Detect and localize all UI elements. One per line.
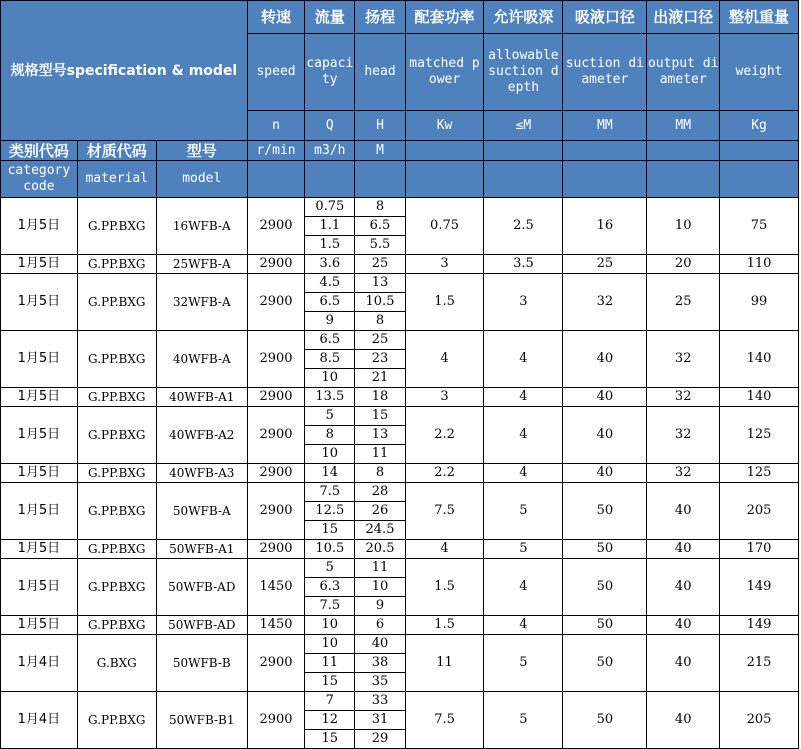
power-cell: 0.75	[405, 198, 484, 255]
suction-depth-cell: 4	[484, 331, 563, 388]
speed-cell: 2900	[247, 407, 304, 464]
header-blank	[647, 161, 720, 198]
output-diameter-header-en: output diameter	[647, 34, 720, 111]
power-cell: 7.5	[405, 692, 484, 749]
header-blank	[563, 141, 647, 161]
output-diameter-cell: 25	[647, 274, 720, 331]
capacity-unit: m3/h	[305, 141, 355, 161]
suction-depth-cell: 5	[484, 540, 563, 559]
output-diameter-cell: 32	[647, 464, 720, 483]
speed-cell: 2900	[247, 483, 304, 540]
power-cell: 1.5	[405, 559, 484, 616]
head-cell: 38	[355, 654, 405, 673]
head-cell: 35	[355, 673, 405, 692]
capacity-cell: 7	[305, 692, 355, 711]
capacity-header-en: capacity	[305, 34, 355, 111]
suction-diameter-header-en: suction diameter	[563, 34, 647, 111]
capacity-cell: 7.5	[305, 483, 355, 502]
weight-cell: 205	[720, 483, 799, 540]
output-diameter-cell: 40	[647, 540, 720, 559]
suction-depth-cell: 5	[484, 635, 563, 692]
table-row	[1, 331, 799, 350]
speed-symbol: n	[247, 111, 304, 141]
head-cell: 33	[355, 692, 405, 711]
capacity-cell: 0.75	[305, 198, 355, 217]
head-header-en: head	[355, 34, 405, 111]
capacity-cell: 14	[305, 464, 355, 483]
header-blank	[647, 141, 720, 161]
suction-depth-cell: 3	[484, 274, 563, 331]
capacity-cell: 10	[305, 369, 355, 388]
capacity-cell: 13.5	[305, 388, 355, 407]
power-cell: 7.5	[405, 483, 484, 540]
power-cell: 2.2	[405, 407, 484, 464]
head-cell: 8	[355, 464, 405, 483]
model-cell: 50WFB-A1	[156, 540, 247, 559]
suction-diameter-cell: 50	[563, 635, 647, 692]
suction-diameter-cell: 40	[563, 388, 647, 407]
table-row	[1, 464, 799, 483]
category-code-header-en: category code	[1, 161, 78, 198]
material-code-cell: G.PP.BXG	[77, 388, 156, 407]
power-cell: 3	[405, 388, 484, 407]
output-diameter-cell: 40	[647, 635, 720, 692]
output-diameter-cell: 32	[647, 388, 720, 407]
head-cell: 5.5	[355, 236, 405, 255]
output-diameter-cell: 32	[647, 407, 720, 464]
head-cell: 8	[355, 312, 405, 331]
suction-depth-cell: 4	[484, 407, 563, 464]
material-code-cell: G.BXG	[77, 635, 156, 692]
weight-cell: 99	[720, 274, 799, 331]
category-code-cell: 1月5日	[1, 331, 78, 388]
capacity-cell: 1.1	[305, 217, 355, 236]
model-cell: 40WFB-A	[156, 331, 247, 388]
model-cell: 32WFB-A	[156, 274, 247, 331]
weight-header-cn: 整机重量	[720, 1, 799, 34]
material-code-header-cn: 材质代码	[77, 141, 156, 161]
model-cell: 50WFB-AD	[156, 559, 247, 616]
weight-cell: 170	[720, 540, 799, 559]
capacity-cell: 4.5	[305, 274, 355, 293]
table-row	[1, 616, 799, 635]
suction-diameter-cell: 50	[563, 692, 647, 749]
capacity-cell: 5	[305, 559, 355, 578]
material-code-header-en: material	[77, 161, 156, 198]
header-blank	[405, 161, 484, 198]
header-blank	[720, 161, 799, 198]
spec-table-body	[1, 198, 799, 749]
capacity-cell: 10.5	[305, 540, 355, 559]
material-code-cell: G.PP.BXG	[77, 407, 156, 464]
suction-diameter-cell: 16	[563, 198, 647, 255]
suction-depth-cell: 5	[484, 483, 563, 540]
header-blank	[247, 161, 304, 198]
speed-header-en: speed	[247, 34, 304, 111]
weight-cell: 140	[720, 388, 799, 407]
material-code-cell: G.PP.BXG	[77, 274, 156, 331]
capacity-cell: 10	[305, 445, 355, 464]
head-cell: 23	[355, 350, 405, 369]
category-code-cell: 1月4日	[1, 635, 78, 692]
model-cell: 50WFB-A	[156, 483, 247, 540]
weight-cell: 110	[720, 255, 799, 274]
suction-depth-cell: 4	[484, 464, 563, 483]
power-unit: Kw	[405, 111, 484, 141]
suction-depth-cell: 2.5	[484, 198, 563, 255]
weight-cell: 75	[720, 198, 799, 255]
head-cell: 8	[355, 198, 405, 217]
output-diameter-unit: MM	[647, 111, 720, 141]
category-code-cell: 1月5日	[1, 540, 78, 559]
speed-unit: r/min	[247, 141, 304, 161]
speed-cell: 2900	[247, 198, 304, 255]
table-row	[1, 483, 799, 502]
weight-cell: 125	[720, 407, 799, 464]
output-diameter-cell: 40	[647, 692, 720, 749]
table-row	[1, 407, 799, 426]
head-cell: 15	[355, 407, 405, 426]
weight-cell: 125	[720, 464, 799, 483]
power-cell: 4	[405, 331, 484, 388]
head-cell: 31	[355, 711, 405, 730]
speed-cell: 2900	[247, 464, 304, 483]
power-cell: 1.5	[405, 274, 484, 331]
output-diameter-header-cn: 出液口径	[647, 1, 720, 34]
speed-cell: 2900	[247, 255, 304, 274]
suction-diameter-cell: 50	[563, 616, 647, 635]
power-cell: 11	[405, 635, 484, 692]
head-cell: 13	[355, 274, 405, 293]
header-blank	[484, 141, 563, 161]
category-code-cell: 1月4日	[1, 692, 78, 749]
suction-depth-cell: 4	[484, 388, 563, 407]
material-code-cell: G.PP.BXG	[77, 616, 156, 635]
table-row	[1, 559, 799, 578]
category-code-cell: 1月5日	[1, 388, 78, 407]
capacity-cell: 15	[305, 673, 355, 692]
model-cell: 50WFB-AD	[156, 616, 247, 635]
weight-cell: 149	[720, 559, 799, 616]
capacity-cell: 6.3	[305, 578, 355, 597]
weight-cell: 140	[720, 331, 799, 388]
material-code-cell: G.PP.BXG	[77, 331, 156, 388]
material-code-cell: G.PP.BXG	[77, 198, 156, 255]
power-header-en: matched power	[405, 34, 484, 111]
header-blank	[484, 161, 563, 198]
table-row	[1, 255, 799, 274]
head-cell: 13	[355, 426, 405, 445]
category-code-cell: 1月5日	[1, 616, 78, 635]
head-cell: 11	[355, 559, 405, 578]
suction-diameter-cell: 50	[563, 540, 647, 559]
head-cell: 21	[355, 369, 405, 388]
head-cell: 9	[355, 597, 405, 616]
material-code-cell: G.PP.BXG	[77, 559, 156, 616]
model-header-en: model	[156, 161, 247, 198]
model-cell: 50WFB-B1	[156, 692, 247, 749]
suction-diameter-cell: 50	[563, 559, 647, 616]
speed-cell: 2900	[247, 635, 304, 692]
output-diameter-cell: 40	[647, 616, 720, 635]
table-row	[1, 274, 799, 293]
capacity-cell: 3.6	[305, 255, 355, 274]
capacity-cell: 1.5	[305, 236, 355, 255]
weight-cell: 205	[720, 692, 799, 749]
head-cell: 10	[355, 578, 405, 597]
output-diameter-cell: 20	[647, 255, 720, 274]
head-cell: 40	[355, 635, 405, 654]
material-code-cell: G.PP.BXG	[77, 483, 156, 540]
suction-diameter-cell: 40	[563, 464, 647, 483]
head-cell: 25	[355, 331, 405, 350]
header-blank	[563, 161, 647, 198]
suction-diameter-cell: 25	[563, 255, 647, 274]
suction-depth-unit: ≤M	[484, 111, 563, 141]
model-cell: 40WFB-A1	[156, 388, 247, 407]
output-diameter-cell: 32	[647, 331, 720, 388]
output-diameter-cell: 10	[647, 198, 720, 255]
speed-cell: 2900	[247, 274, 304, 331]
capacity-cell: 8.5	[305, 350, 355, 369]
head-cell: 10.5	[355, 293, 405, 312]
suction-depth-cell: 4	[484, 559, 563, 616]
speed-cell: 2900	[247, 540, 304, 559]
speed-cell: 2900	[247, 692, 304, 749]
category-code-cell: 1月5日	[1, 559, 78, 616]
head-cell: 6.5	[355, 217, 405, 236]
capacity-cell: 11	[305, 654, 355, 673]
table-row	[1, 692, 799, 711]
model-cell: 40WFB-A2	[156, 407, 247, 464]
suction-diameter-unit: MM	[563, 111, 647, 141]
power-header-cn: 配套功率	[405, 1, 484, 34]
capacity-cell: 10	[305, 635, 355, 654]
capacity-cell: 9	[305, 312, 355, 331]
weight-cell: 215	[720, 635, 799, 692]
category-code-header-cn: 类别代码	[1, 141, 78, 161]
table-row	[1, 388, 799, 407]
power-cell: 1.5	[405, 616, 484, 635]
head-symbol: H	[355, 111, 405, 141]
power-cell: 4	[405, 540, 484, 559]
head-cell: 26	[355, 502, 405, 521]
suction-diameter-cell: 40	[563, 407, 647, 464]
table-row	[1, 198, 799, 217]
head-unit: M	[355, 141, 405, 161]
capacity-cell: 5	[305, 407, 355, 426]
head-cell: 11	[355, 445, 405, 464]
header-blank	[355, 161, 405, 198]
suction-diameter-cell: 40	[563, 331, 647, 388]
weight-unit: Kg	[720, 111, 799, 141]
category-code-cell: 1月5日	[1, 483, 78, 540]
capacity-cell: 12	[305, 711, 355, 730]
capacity-cell: 8	[305, 426, 355, 445]
category-code-cell: 1月5日	[1, 274, 78, 331]
suction-depth-cell: 4	[484, 616, 563, 635]
model-cell: 16WFB-A	[156, 198, 247, 255]
material-code-cell: G.PP.BXG	[77, 255, 156, 274]
capacity-cell: 6.5	[305, 331, 355, 350]
suction-depth-header-cn: 允许吸深	[484, 1, 563, 34]
output-diameter-cell: 40	[647, 483, 720, 540]
model-header-cn: 型号	[156, 141, 247, 161]
capacity-cell: 15	[305, 730, 355, 749]
model-cell: 40WFB-A3	[156, 464, 247, 483]
table-row	[1, 635, 799, 654]
category-code-cell: 1月5日	[1, 255, 78, 274]
header-blank	[405, 141, 484, 161]
suction-depth-cell: 5	[484, 692, 563, 749]
capacity-cell: 10	[305, 616, 355, 635]
speed-header-cn: 转速	[247, 1, 304, 34]
capacity-cell: 12.5	[305, 502, 355, 521]
head-cell: 25	[355, 255, 405, 274]
head-header-cn: 扬程	[355, 1, 405, 34]
head-cell: 29	[355, 730, 405, 749]
speed-cell: 2900	[247, 331, 304, 388]
model-cell: 50WFB-B	[156, 635, 247, 692]
material-code-cell: G.PP.BXG	[77, 692, 156, 749]
suction-diameter-cell: 50	[563, 483, 647, 540]
speed-cell: 1450	[247, 616, 304, 635]
capacity-cell: 15	[305, 521, 355, 540]
head-cell: 20.5	[355, 540, 405, 559]
header-blank	[305, 161, 355, 198]
material-code-cell: G.PP.BXG	[77, 540, 156, 559]
suction-diameter-header-cn: 吸液口径	[563, 1, 647, 34]
capacity-cell: 7.5	[305, 597, 355, 616]
head-cell: 24.5	[355, 521, 405, 540]
suction-depth-cell: 3.5	[484, 255, 563, 274]
category-code-cell: 1月5日	[1, 464, 78, 483]
category-code-cell: 1月5日	[1, 407, 78, 464]
capacity-symbol: Q	[305, 111, 355, 141]
head-cell: 28	[355, 483, 405, 502]
output-diameter-cell: 40	[647, 559, 720, 616]
head-cell: 6	[355, 616, 405, 635]
capacity-header-cn: 流量	[305, 1, 355, 34]
power-cell: 2.2	[405, 464, 484, 483]
material-code-cell: G.PP.BXG	[77, 464, 156, 483]
power-cell: 3	[405, 255, 484, 274]
capacity-cell: 6.5	[305, 293, 355, 312]
category-code-cell: 1月5日	[1, 198, 78, 255]
model-cell: 25WFB-A	[156, 255, 247, 274]
table-row	[1, 540, 799, 559]
speed-cell: 2900	[247, 388, 304, 407]
weight-cell: 149	[720, 616, 799, 635]
header-blank	[720, 141, 799, 161]
spec-model-header: 规格型号specification & model	[1, 1, 248, 141]
suction-depth-header-en: allowable suction depth	[484, 34, 563, 111]
weight-header-en: weight	[720, 34, 799, 111]
suction-diameter-cell: 32	[563, 274, 647, 331]
head-cell: 18	[355, 388, 405, 407]
speed-cell: 1450	[247, 559, 304, 616]
